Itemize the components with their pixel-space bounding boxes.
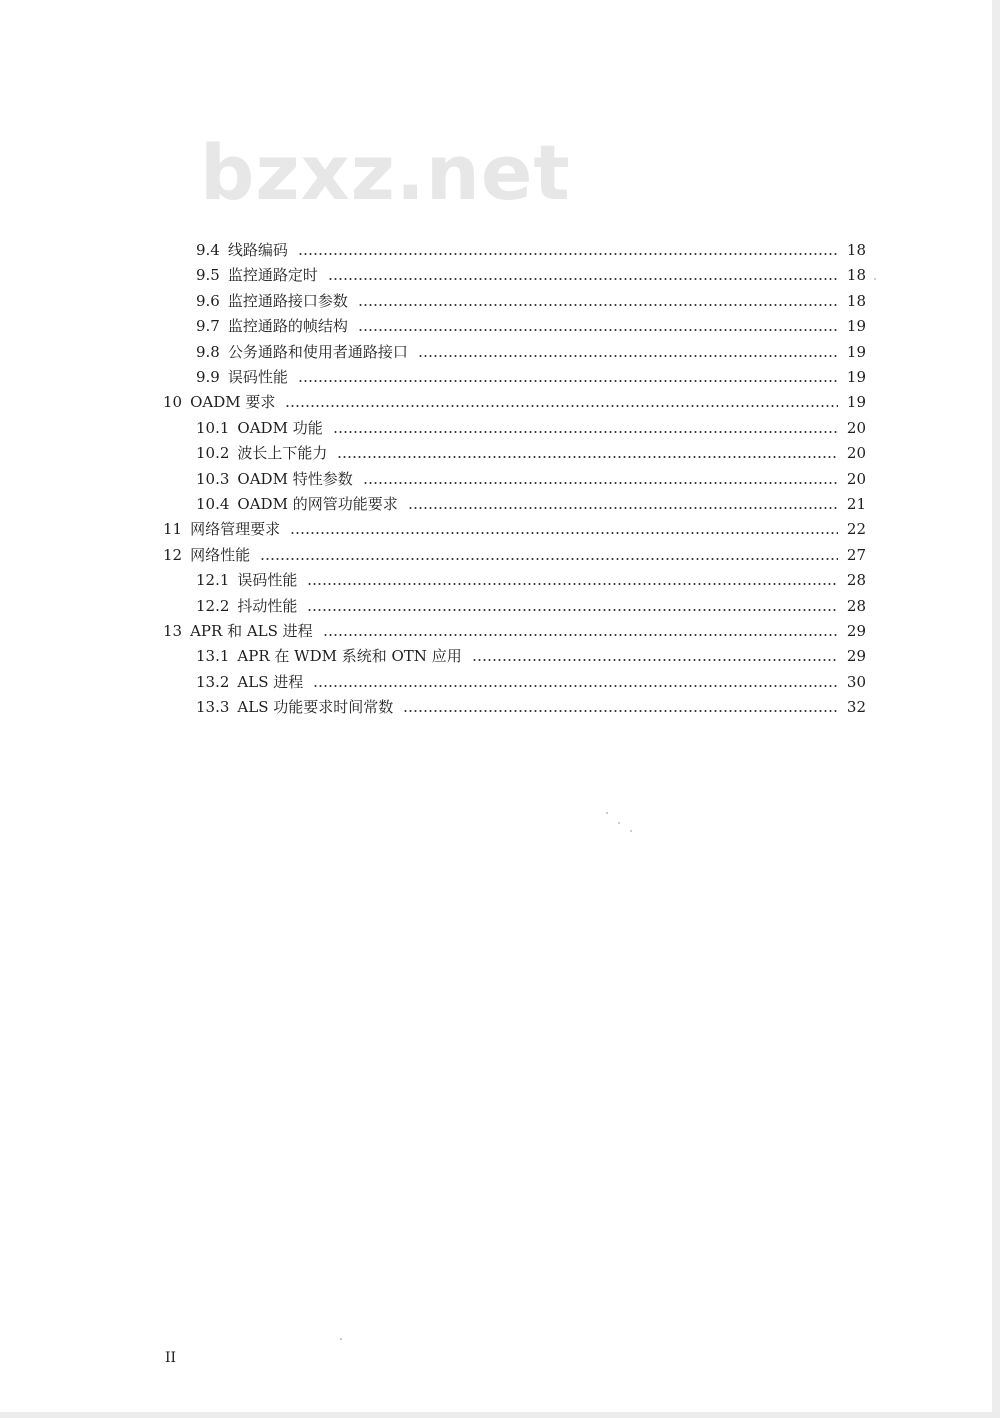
toc-dot-leader (363, 467, 838, 491)
toc-entry-number: 9.5 (196, 266, 220, 284)
toc-entry-number: 13.2 (196, 673, 230, 691)
toc-entry (163, 517, 866, 541)
toc-dot-leader (323, 619, 838, 643)
toc-entry-title: 波长上下能力 (237, 444, 328, 462)
toc-entry-title: OADM 特性参数 (237, 470, 353, 488)
toc-entry-page: 30 (846, 673, 866, 691)
toc-entry-number: 11 (163, 520, 183, 538)
toc-entry-number: 9.4 (196, 241, 220, 259)
toc-entry-number: 9.7 (196, 317, 220, 335)
toc-entry (196, 416, 866, 440)
toc-entry-title: APR 和 ALS 进程 (190, 622, 313, 640)
toc-entry-page: 20 (846, 470, 866, 488)
toc-entry (196, 314, 866, 338)
toc-entry-page: 20 (846, 444, 866, 462)
toc-entry-page: 18 (846, 292, 866, 310)
toc-dot-leader (418, 340, 838, 364)
toc-entry-title: APR 在 WDM 系统和 OTN 应用 (237, 647, 462, 665)
toc-entry (196, 568, 866, 592)
toc-entry-number: 13.1 (196, 647, 230, 665)
toc-entry (163, 619, 866, 643)
scan-speck (630, 830, 632, 832)
toc-dot-leader (333, 416, 838, 440)
toc-entry (196, 695, 866, 719)
toc-entry-title: 线路编码 (227, 241, 288, 259)
toc-dot-leader (285, 390, 838, 414)
toc-entry-page: 20 (846, 419, 866, 437)
toc-entry-title: 误码性能 (237, 571, 298, 589)
toc-entry (196, 492, 866, 516)
toc-dot-leader (298, 238, 838, 262)
toc-entry (196, 263, 866, 287)
toc-entry-number: 10 (163, 393, 183, 411)
toc-entry-number: 9.9 (196, 368, 220, 386)
toc-dot-leader (298, 365, 838, 389)
toc-entry-title: 监控通路的帧结构 (227, 317, 348, 335)
scan-speck (618, 822, 620, 824)
toc-entry-title: ALS 进程 (237, 673, 304, 691)
toc-entry-title: OADM 功能 (237, 419, 323, 437)
scan-speck (874, 278, 876, 280)
toc-entry-page: 27 (846, 546, 866, 564)
toc-entry (163, 390, 866, 414)
toc-entry-number: 10.2 (196, 444, 230, 462)
toc-entry-page: 19 (846, 343, 866, 361)
toc-dot-leader (472, 644, 838, 668)
toc-dot-leader (337, 441, 838, 465)
toc-entry-number: 9.8 (196, 343, 220, 361)
scan-speck (606, 812, 608, 814)
toc-entry-number: 13 (163, 622, 183, 640)
toc-entry-number: 12 (163, 546, 183, 564)
toc-dot-leader (328, 263, 838, 287)
toc-dot-leader (313, 670, 838, 694)
page-edge-right (992, 0, 1000, 1418)
toc-entry (196, 594, 866, 618)
toc-dot-leader (307, 568, 838, 592)
toc-entry-page: 29 (846, 647, 866, 665)
toc-entry-page: 21 (846, 495, 866, 513)
toc-entry-page: 29 (846, 622, 866, 640)
toc-entry-number: 12.1 (196, 571, 230, 589)
toc-entry-page: 19 (846, 393, 866, 411)
toc-entry (196, 467, 866, 491)
toc-dot-leader (307, 594, 838, 618)
toc-dot-leader (358, 289, 838, 313)
toc-entry-page: 32 (846, 698, 866, 716)
toc-entry-number: 13.3 (196, 698, 230, 716)
toc-entry (196, 289, 866, 313)
toc-entry-number: 10.1 (196, 419, 230, 437)
toc-entry-title: 监控通路接口参数 (227, 292, 348, 310)
toc-entry (196, 340, 866, 364)
toc-entry-page: 28 (846, 597, 866, 615)
toc-entry-number: 9.6 (196, 292, 220, 310)
toc-entry-title: 网络性能 (190, 546, 251, 564)
page-edge-bottom (0, 1412, 1000, 1418)
toc-dot-leader (408, 492, 838, 516)
toc-entry-number: 12.2 (196, 597, 230, 615)
toc-entry (163, 543, 866, 567)
toc-entry-page: 22 (846, 520, 866, 538)
toc-entry-page: 18 (846, 241, 866, 259)
toc-entry (196, 441, 866, 465)
toc-dot-leader (358, 314, 838, 338)
toc-dot-leader (260, 543, 838, 567)
toc-entry-page: 19 (846, 368, 866, 386)
toc-entry (196, 670, 866, 694)
toc-entry-title: 公务通路和使用者通路接口 (227, 343, 408, 361)
toc-entry-number: 10.3 (196, 470, 230, 488)
toc-entry-title: OADM 要求 (190, 393, 276, 411)
toc-entry-title: 监控通路定时 (227, 266, 318, 284)
toc-entry-page: 28 (846, 571, 866, 589)
toc-entry (196, 365, 866, 389)
toc-entry-number: 10.4 (196, 495, 230, 513)
toc-entry (196, 644, 866, 668)
watermark-text: bzxz.net (200, 128, 571, 217)
toc-entry-page: 18 (846, 266, 866, 284)
toc-entry (196, 238, 866, 262)
toc-dot-leader (403, 695, 838, 719)
toc-dot-leader (290, 517, 838, 541)
toc-entry-page: 19 (846, 317, 866, 335)
toc-entry-title: OADM 的网管功能要求 (237, 495, 398, 513)
toc-entry-title: 网络管理要求 (190, 520, 281, 538)
toc-entry-title: 抖动性能 (237, 597, 298, 615)
toc-entry-title: 误码性能 (227, 368, 288, 386)
scan-speck (340, 1338, 342, 1340)
toc-entry-title: ALS 功能要求时间常数 (237, 698, 394, 716)
page-number-footer: II (165, 1350, 177, 1366)
